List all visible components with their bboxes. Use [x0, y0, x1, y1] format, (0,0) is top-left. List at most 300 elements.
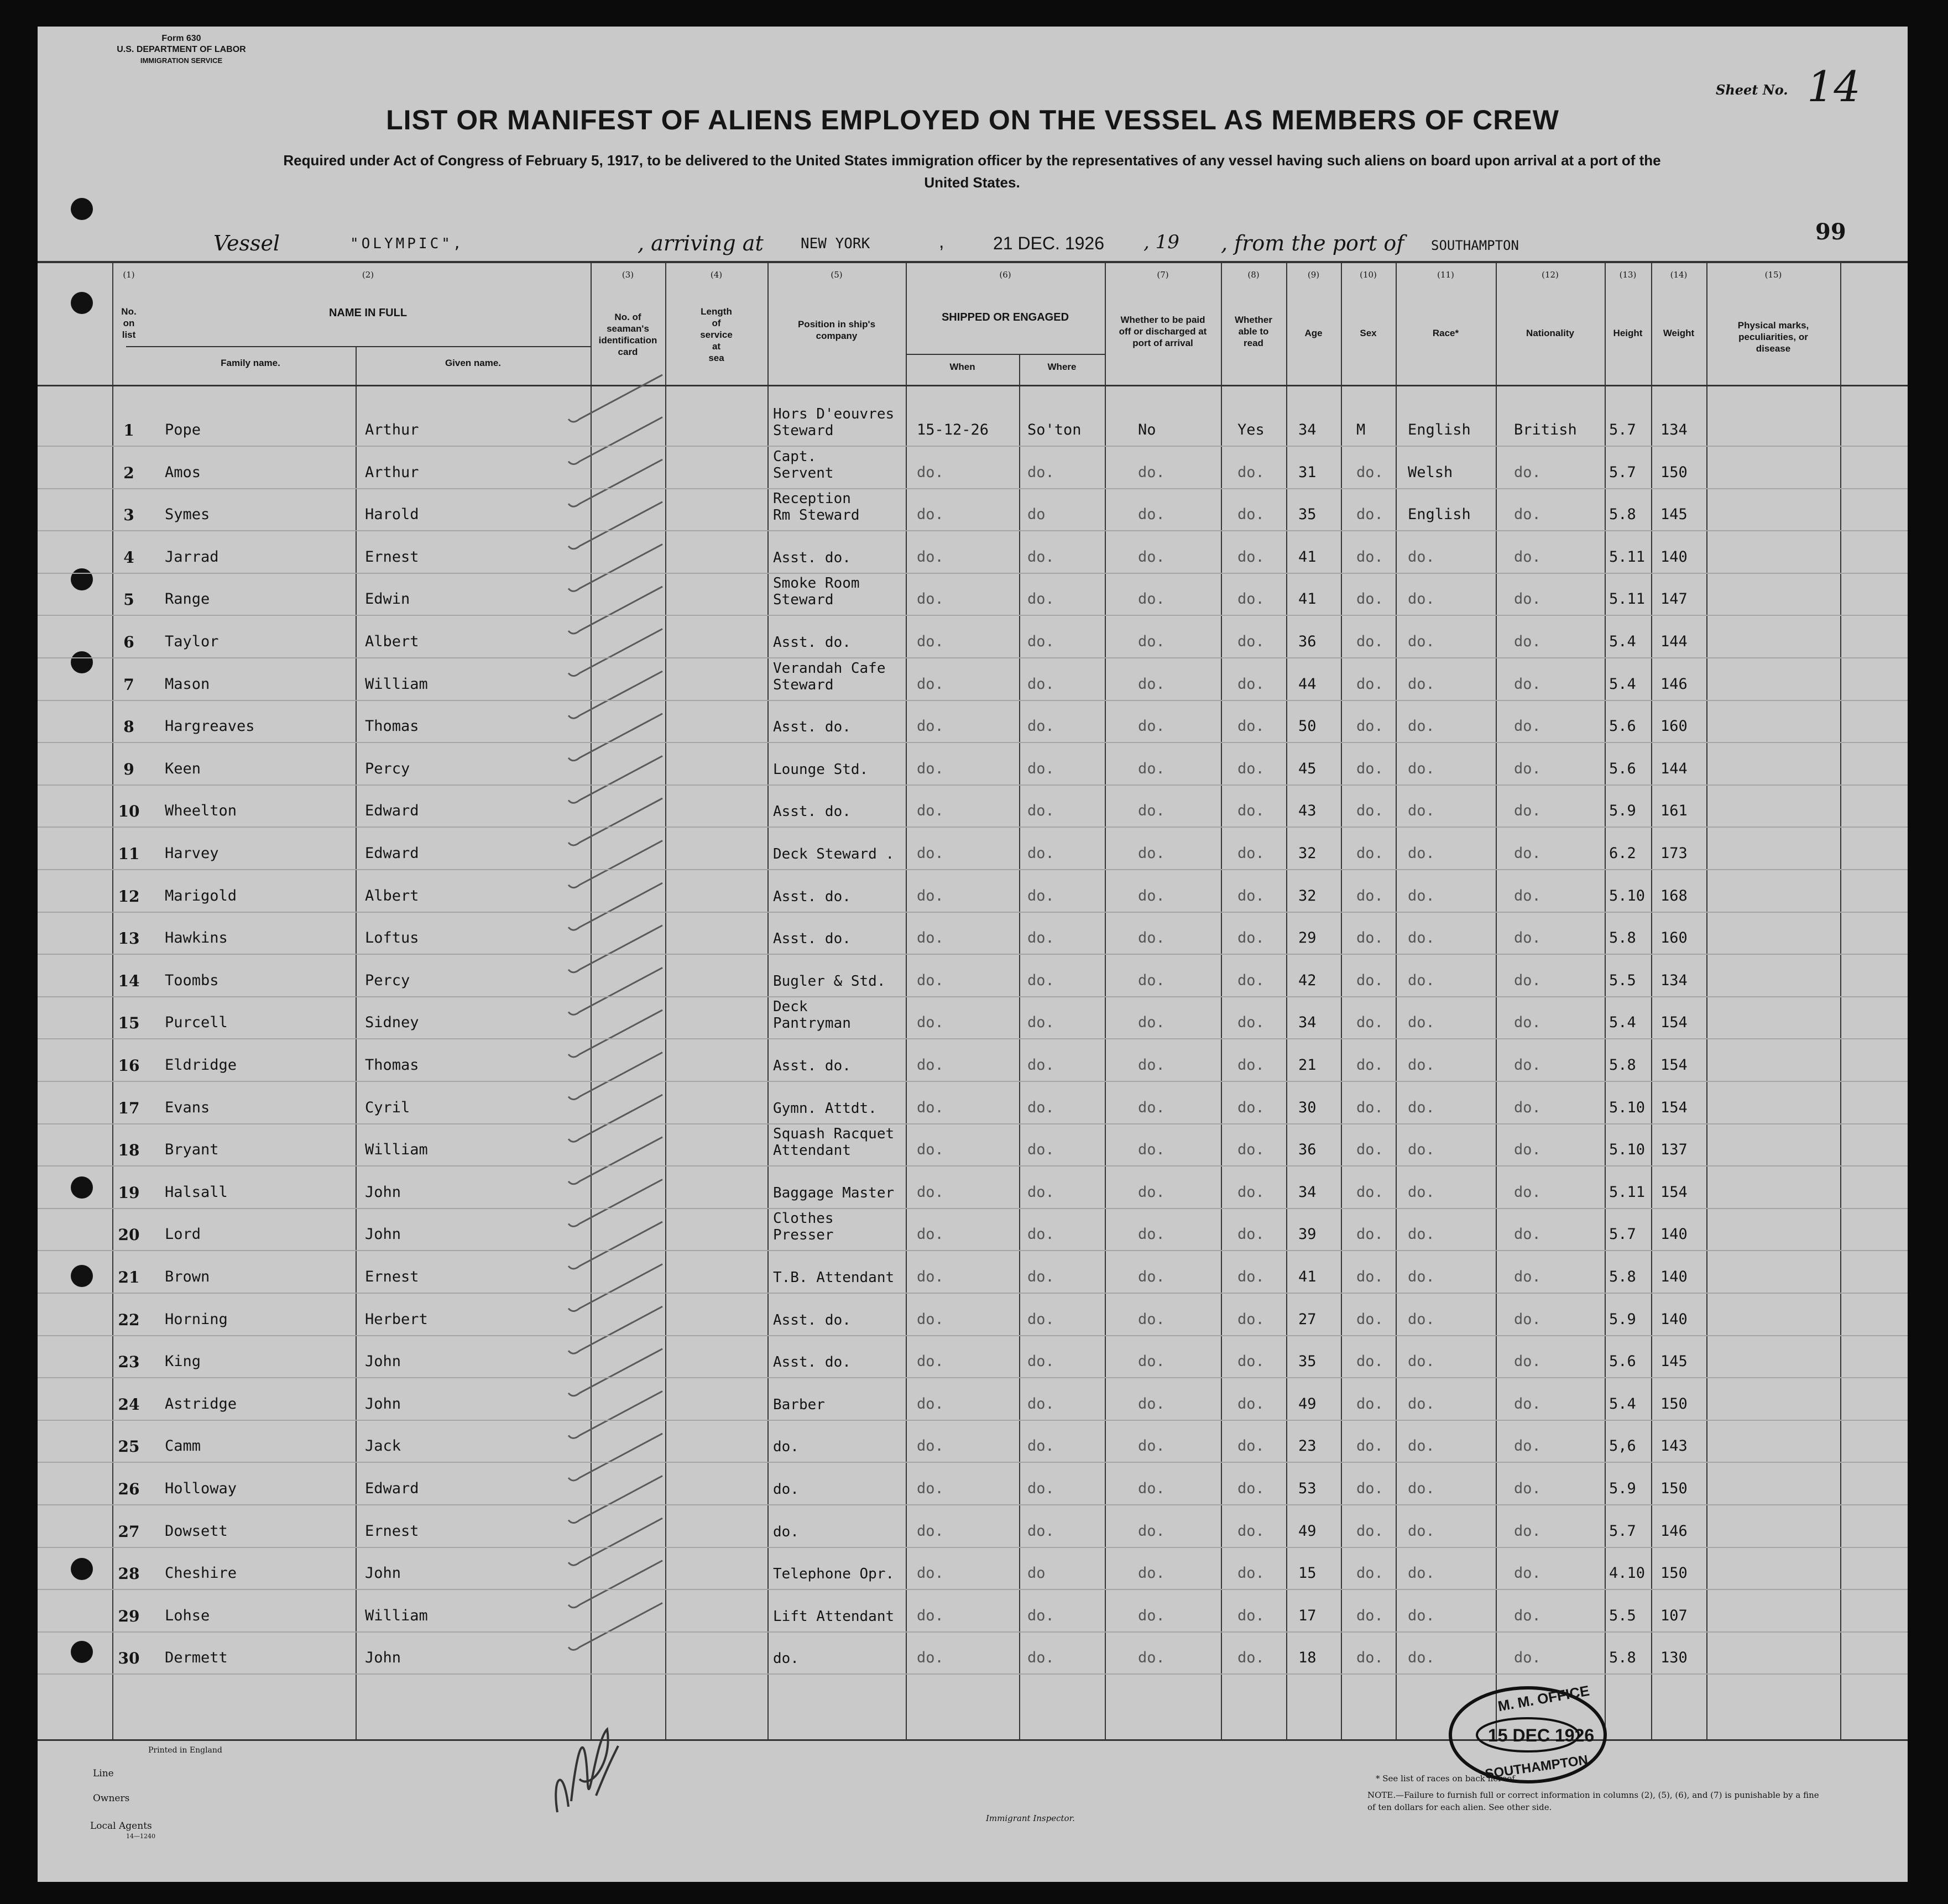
race: do. [1408, 760, 1435, 777]
family-name: Cheshire [165, 1565, 237, 1582]
checkmark-icon [568, 883, 662, 930]
colnum-4: (4) [710, 270, 723, 280]
row-number: 1 [123, 421, 134, 440]
nationality: do. [1514, 1437, 1541, 1455]
height: 5.7 [1609, 1522, 1636, 1540]
shipped-where: do. [1027, 1649, 1054, 1667]
height: 5,6 [1609, 1437, 1636, 1455]
checkmark-icon [568, 841, 662, 888]
line-label: Line [93, 1768, 114, 1779]
paid-off: No [1138, 421, 1156, 438]
position-line-2: Asst. do. [773, 549, 851, 566]
shipped-when: do. [917, 1437, 944, 1455]
position-line-2: Deck Steward . [773, 846, 895, 862]
weight: 161 [1660, 802, 1688, 820]
height: 5.11 [1609, 548, 1646, 566]
given-name: Herbert [365, 1310, 428, 1328]
able-to-read: do. [1237, 887, 1265, 904]
manifest-sheet [38, 27, 1908, 1882]
given-name: William [365, 1141, 428, 1159]
paid-off: do. [1138, 1014, 1165, 1032]
office-stamp [1445, 1682, 1611, 1787]
position-line-1: Hors D'eouvres [773, 406, 895, 422]
shipped-when: do. [917, 1226, 944, 1243]
shipped-when: do. [917, 1310, 944, 1328]
shipped-when: do. [917, 1353, 944, 1371]
family-name: Taylor [165, 633, 219, 650]
row-number: 23 [118, 1353, 140, 1372]
punch-hole [71, 292, 93, 314]
sex: do. [1356, 1141, 1383, 1159]
weight: 160 [1660, 718, 1688, 735]
colhdr-length-of-service: Length of service at sea [700, 306, 733, 363]
form-code: 14—1240 [126, 1833, 155, 1840]
sex: do. [1356, 1607, 1383, 1624]
sex: do. [1356, 1353, 1383, 1371]
height: 5.9 [1609, 802, 1636, 820]
row-rule [38, 869, 1908, 870]
nationality: do. [1514, 1480, 1541, 1497]
row-rule [38, 1208, 1908, 1209]
race: do. [1408, 1437, 1435, 1455]
row-number: 15 [118, 1014, 140, 1033]
position-line-1: Smoke Room [773, 575, 860, 592]
shipped-where: do. [1027, 1056, 1054, 1074]
checkmark-icon [568, 502, 662, 549]
owners-label: Owners [93, 1793, 130, 1804]
able-to-read: do. [1237, 1014, 1265, 1032]
race: do. [1408, 887, 1435, 904]
row-number: 28 [118, 1565, 140, 1583]
given-name: Percy [365, 760, 410, 777]
shipped-where: do. [1027, 1014, 1054, 1032]
able-to-read: do. [1237, 1183, 1265, 1201]
shipped-when: do. [917, 1099, 944, 1116]
checkmark-icon [568, 671, 662, 718]
checkmark-icon [568, 1603, 662, 1650]
race: do. [1408, 1480, 1435, 1497]
race: do. [1408, 1649, 1435, 1667]
position-line-1: Clothes [773, 1210, 834, 1227]
shipped-when: do. [917, 463, 944, 481]
height: 5.8 [1609, 1649, 1636, 1667]
row-number: 4 [123, 548, 134, 567]
paid-off: do. [1138, 675, 1165, 693]
shipped-when: do. [917, 929, 944, 947]
checkmark-icon [568, 1518, 662, 1565]
position-line-2: Steward [773, 422, 834, 439]
weight: 140 [1660, 1268, 1688, 1285]
age: 42 [1298, 971, 1317, 989]
checkmark-icon [568, 417, 662, 464]
shipped-where: do. [1027, 760, 1054, 777]
colnum-3: (3) [622, 270, 634, 280]
sex: do. [1356, 845, 1383, 862]
age: 23 [1298, 1437, 1317, 1455]
family-name: Camm [165, 1437, 201, 1455]
paid-off: do. [1138, 929, 1165, 947]
height: 6.2 [1609, 845, 1636, 862]
given-name: Loftus [365, 929, 419, 947]
shipped-when: do. [917, 1480, 944, 1497]
row-rule [38, 615, 1908, 616]
colhdr-position: Position in ship's company [797, 319, 876, 341]
shipped-when: 15-12-26 [917, 421, 989, 438]
colhdr-height: Height [1613, 328, 1643, 338]
paid-off: do. [1138, 845, 1165, 862]
weight: 140 [1660, 1226, 1688, 1243]
row-rule [38, 530, 1908, 531]
row-rule [38, 1165, 1908, 1167]
weight: 154 [1660, 1014, 1688, 1032]
able-to-read: do. [1237, 1480, 1265, 1497]
shipped-when: do. [917, 633, 944, 650]
position-line-1: Capt. [773, 448, 817, 465]
checkmark-icon [568, 714, 662, 761]
row-rule [38, 912, 1908, 913]
stamp-office: M. M. OFFICE [1496, 1682, 1591, 1715]
position-line-2: Asst. do. [773, 1354, 851, 1371]
weight: 134 [1660, 421, 1688, 438]
separator-comma: , [939, 231, 944, 252]
able-to-read: do. [1237, 590, 1265, 608]
page-title: LIST OR MANIFEST OF ALIENS EMPLOYED ON THE VESSEL AS MEMBERS OF CREW [386, 104, 1559, 135]
sex: do. [1356, 675, 1383, 693]
position-line-2: Asst. do. [773, 719, 851, 736]
shipped-when: do. [917, 802, 944, 820]
position-line-2: Pantryman [773, 1015, 851, 1032]
age: 53 [1298, 1480, 1317, 1497]
checkmark-icon [568, 1179, 662, 1226]
sex: do. [1356, 971, 1383, 989]
height: 5.7 [1609, 463, 1636, 481]
row-rule [38, 1038, 1908, 1039]
sex: do. [1356, 1268, 1383, 1285]
colhdr-sex: Sex [1360, 328, 1377, 338]
able-to-read: do. [1237, 1353, 1265, 1371]
able-to-read: do. [1237, 506, 1265, 524]
position-line-2: Attendant [773, 1142, 851, 1159]
family-name: Lohse [165, 1607, 210, 1624]
shipped-when: do. [917, 1522, 944, 1540]
colhdr-family-name: Family name. [221, 358, 280, 368]
checkmark-icon [568, 798, 662, 845]
race: do. [1408, 929, 1435, 947]
shipped-when: do. [917, 1607, 944, 1624]
given-name: Albert [365, 887, 419, 904]
nationality: do. [1514, 506, 1541, 524]
row-number: 3 [123, 506, 134, 525]
sex: do. [1356, 590, 1383, 608]
age: 30 [1298, 1099, 1317, 1116]
paid-off: do. [1138, 1183, 1165, 1201]
shipped-when: do. [917, 1565, 944, 1582]
family-name: Marigold [165, 887, 237, 904]
sex: do. [1356, 802, 1383, 820]
given-name: Sidney [365, 1014, 419, 1032]
row-rule [38, 1123, 1908, 1124]
nationality: do. [1514, 548, 1541, 566]
sex: do. [1356, 1226, 1383, 1243]
nationality: do. [1514, 1395, 1541, 1413]
given-name: Edward [365, 845, 419, 862]
punch-hole [71, 1558, 93, 1580]
sex: do. [1356, 929, 1383, 947]
family-name: Pope [165, 421, 201, 438]
shipped-where: do. [1027, 1141, 1054, 1159]
row-number: 9 [123, 760, 134, 778]
shipped-where: So'ton [1027, 421, 1082, 438]
local-agents-label: Local Agents [90, 1821, 152, 1832]
height: 5.10 [1609, 887, 1646, 904]
colnum-11: (11) [1437, 270, 1454, 280]
able-to-read: do. [1237, 971, 1265, 989]
age: 34 [1298, 1183, 1317, 1201]
position-line-2: Lounge Std. [773, 761, 869, 778]
colnum-12: (12) [1542, 270, 1559, 280]
colhdr-nationality: Nationality [1526, 328, 1574, 338]
age: 32 [1298, 845, 1317, 862]
nationality: do. [1514, 971, 1541, 989]
race: do. [1408, 718, 1435, 735]
age: 35 [1298, 506, 1317, 524]
row-rule [38, 1420, 1908, 1421]
weight: 107 [1660, 1607, 1688, 1624]
weight: 144 [1660, 633, 1688, 650]
sex: do. [1356, 1056, 1383, 1074]
shipped-where: do. [1027, 1437, 1054, 1455]
shipped-where: do. [1027, 718, 1054, 735]
row-number: 8 [123, 718, 134, 736]
row-number: 25 [118, 1437, 140, 1456]
paid-off: do. [1138, 463, 1165, 481]
checkmark-icon [568, 1095, 662, 1142]
arrival-port: NEW YORK [801, 236, 870, 252]
height: 5.6 [1609, 760, 1636, 777]
colnum-8: (8) [1247, 270, 1260, 280]
nationality: do. [1514, 1014, 1541, 1032]
row-number: 29 [118, 1607, 140, 1625]
position-line-2: Steward [773, 592, 834, 609]
id-card-checkmarks [535, 369, 745, 1740]
row-rule [38, 1335, 1908, 1336]
row-number: 17 [118, 1099, 140, 1117]
paid-off: do. [1138, 887, 1165, 904]
arriving-label: , arriving at [638, 231, 764, 255]
sex: do. [1356, 548, 1383, 566]
paid-off: do. [1138, 1607, 1165, 1624]
weight: 146 [1660, 675, 1688, 693]
colnum-6: (6) [999, 270, 1011, 280]
shipped-when: do. [917, 1649, 944, 1667]
able-to-read: do. [1237, 1310, 1265, 1328]
age: 31 [1298, 463, 1317, 481]
position-line-2: Rm Steward [773, 507, 860, 524]
position-line-2: Lift Attendant [773, 1608, 895, 1625]
row-number: 20 [118, 1226, 140, 1244]
weight: 146 [1660, 1522, 1688, 1540]
age: 41 [1298, 1268, 1317, 1285]
paid-off: do. [1138, 633, 1165, 650]
race: do. [1408, 1099, 1435, 1116]
nationality: British [1514, 421, 1577, 438]
checkmark-icon [568, 925, 662, 972]
punch-hole [71, 198, 93, 220]
from-port-label: , from the port of [1221, 231, 1404, 255]
age: 32 [1298, 887, 1317, 904]
race: do. [1408, 1607, 1435, 1624]
shipped-when: do. [917, 718, 944, 735]
colnum-2: (2) [362, 270, 374, 280]
nationality: do. [1514, 1310, 1541, 1328]
colnum-14: (14) [1670, 270, 1688, 280]
able-to-read: do. [1237, 1565, 1265, 1582]
position-line-2: do. [773, 1481, 799, 1498]
position-line-2: do. [773, 1650, 799, 1667]
race: do. [1408, 675, 1435, 693]
arrival-date: 21 DEC. 1926 [993, 233, 1105, 253]
sex: do. [1356, 1649, 1383, 1667]
sex: do. [1356, 1565, 1383, 1582]
age: 18 [1298, 1649, 1317, 1667]
age: 17 [1298, 1607, 1317, 1624]
race: do. [1408, 1353, 1435, 1371]
checkmark-icon [568, 1222, 662, 1269]
checkmark-icon [568, 1010, 662, 1057]
sex: do. [1356, 1183, 1383, 1201]
position-line-2: do. [773, 1523, 799, 1540]
shipped-where: do. [1027, 463, 1054, 481]
weight: 144 [1660, 760, 1688, 777]
row-rule [38, 1081, 1908, 1082]
age: 27 [1298, 1310, 1317, 1328]
sex: do. [1356, 760, 1383, 777]
age: 44 [1298, 675, 1317, 693]
height: 5.4 [1609, 1014, 1636, 1032]
given-name: John [365, 1649, 401, 1667]
race: do. [1408, 1565, 1435, 1582]
sex: M [1356, 421, 1366, 438]
punch-hole [71, 1265, 93, 1287]
position-line-2: Telephone Opr. [773, 1566, 895, 1583]
colnum-7: (7) [1157, 270, 1169, 280]
family-name: Keen [165, 760, 201, 777]
position-line-2: Baggage Master [773, 1184, 895, 1201]
height: 5.8 [1609, 506, 1636, 524]
nationality: do. [1514, 802, 1541, 820]
shipped-where: do. [1027, 802, 1054, 820]
paid-off: do. [1138, 1395, 1165, 1413]
colnum-5: (5) [831, 270, 843, 280]
row-rule [38, 657, 1908, 658]
able-to-read: do. [1237, 1056, 1265, 1074]
colhdr-shipped-engaged: SHIPPED OR ENGAGED [941, 311, 1069, 323]
nationality: do. [1514, 1056, 1541, 1074]
row-number: 2 [123, 463, 134, 482]
row-rule [38, 488, 1908, 489]
row-rule [38, 1250, 1908, 1251]
paid-off: do. [1138, 506, 1165, 524]
shipped-where: do. [1027, 1310, 1054, 1328]
shipped-where: do. [1027, 590, 1054, 608]
row-rule [38, 1377, 1908, 1378]
age: 50 [1298, 718, 1317, 735]
row-number: 5 [123, 590, 134, 609]
checkmark-icon [568, 1053, 662, 1100]
family-name: Hargreaves [165, 718, 255, 735]
shipped-when: do. [917, 1183, 944, 1201]
colhdr-where: Where [1047, 362, 1077, 372]
shipped-where: do. [1027, 929, 1054, 947]
nationality: do. [1514, 929, 1541, 947]
paid-off: do. [1138, 1437, 1165, 1455]
height: 5.8 [1609, 929, 1636, 947]
position-line-1: Deck [773, 998, 808, 1016]
weight: 150 [1660, 1395, 1688, 1413]
paid-off: do. [1138, 590, 1165, 608]
row-rule [38, 784, 1908, 786]
given-name: William [365, 1607, 428, 1624]
family-name: Eldridge [165, 1056, 237, 1074]
given-name: Edward [365, 802, 419, 820]
sex: do. [1356, 1099, 1383, 1116]
nationality: do. [1514, 718, 1541, 735]
nationality: do. [1514, 1353, 1541, 1371]
row-number: 21 [118, 1268, 140, 1286]
family-name: Harvey [165, 845, 219, 862]
shipped-where: do. [1027, 887, 1054, 904]
checkmark-icon [568, 1434, 662, 1481]
given-name: Arthur [365, 463, 419, 481]
row-rule [38, 1631, 1908, 1633]
given-name: Ernest [365, 1268, 419, 1285]
sex: do. [1356, 1310, 1383, 1328]
position-line-2: Asst. do. [773, 930, 851, 948]
shipped-where: do. [1027, 633, 1054, 650]
colhdr-physical-marks: Physical marks, peculiarities, or disease [1737, 320, 1809, 354]
family-name: Lord [165, 1226, 201, 1243]
immigrant-inspector-label: Immigrant Inspector. [986, 1813, 1075, 1823]
colnum-1: (1) [123, 270, 135, 280]
row-rule [38, 1673, 1908, 1675]
nationality: do. [1514, 463, 1541, 481]
height: 5.4 [1609, 633, 1636, 650]
penalty-note: NOTE.—Failure to furnish full or correct information in columns (2), (5), (6), and (7) is punishable by a fine of ten dollars for each alien. See other side. [1367, 1790, 1819, 1812]
checkmark-icon [568, 1306, 662, 1353]
position-line-2: Asst. do. [773, 1311, 851, 1328]
height: 5.6 [1609, 718, 1636, 735]
shipped-when: do. [917, 971, 944, 989]
paid-off: do. [1138, 1099, 1165, 1116]
weight: 150 [1660, 1565, 1688, 1582]
nationality: do. [1514, 887, 1541, 904]
checkmark-icon [568, 587, 662, 634]
races-note: * See list of races on back hereof. [1376, 1774, 1518, 1783]
shipped-where: do. [1027, 845, 1054, 862]
given-name: John [365, 1395, 401, 1413]
row-number: 13 [118, 929, 140, 948]
age: 41 [1298, 548, 1317, 566]
age: 21 [1298, 1056, 1317, 1074]
position-line-1: Reception [773, 490, 851, 508]
nationality: do. [1514, 1099, 1541, 1116]
height: 4.10 [1609, 1565, 1646, 1582]
race: do. [1408, 1014, 1435, 1032]
row-number: 19 [118, 1183, 140, 1202]
shipped-where: do. [1027, 1607, 1054, 1624]
position-line-2: Bugler & Std. [773, 972, 886, 990]
weight: 145 [1660, 1353, 1688, 1371]
